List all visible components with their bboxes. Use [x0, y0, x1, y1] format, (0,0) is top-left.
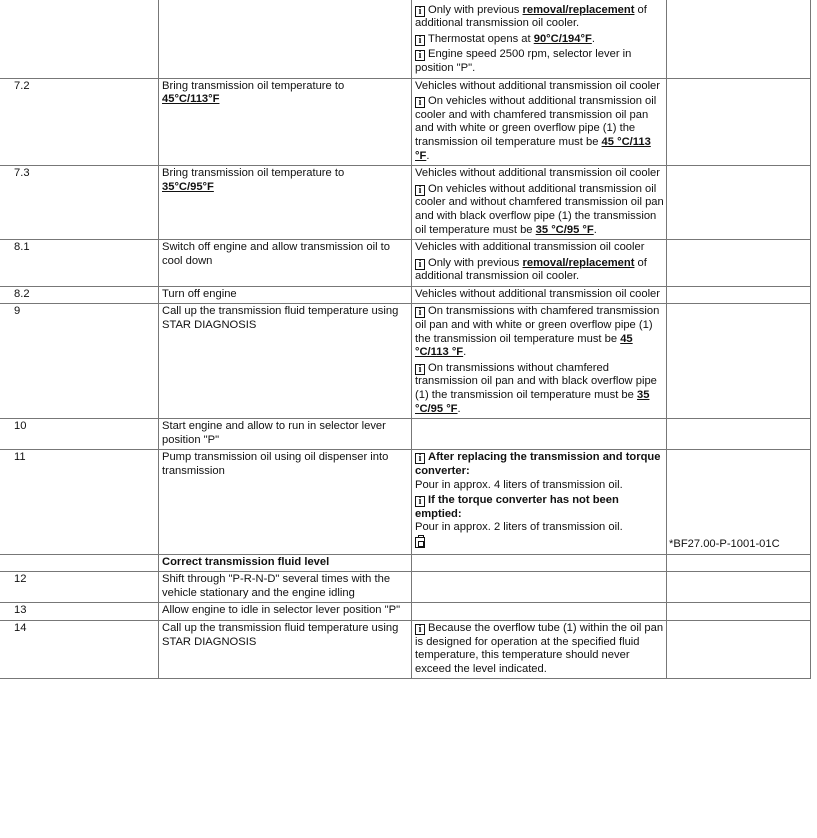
reference-cell — [667, 620, 811, 678]
notes-cell — [412, 166, 667, 240]
step-number-cell: 7.3 — [0, 166, 159, 240]
temperature-value: 90°C/194°F — [533, 32, 592, 45]
reference-cell — [667, 0, 811, 78]
table-row — [0, 166, 811, 240]
info-icon: i — [415, 97, 425, 108]
action-text: Start engine and allow to run in selector lever position "P" — [162, 420, 386, 446]
action-text: Shift through "P-R-N-D" several times with the vehicle stationary and the engine idling — [162, 573, 391, 599]
note-bold-heading: After replacing the transmission and torque converter: — [415, 451, 661, 477]
action-text: Allow engine to idle in selector lever position "P" — [162, 604, 401, 617]
action-cell — [159, 166, 412, 240]
table-row — [0, 554, 811, 572]
note-item — [415, 95, 664, 163]
notes-cell — [412, 0, 667, 78]
note-text: On transmissions with chamfered transmission oil pan and with white or green overflow pipe (1) the transmission oil temperature must be — [415, 305, 660, 345]
note-item — [415, 622, 664, 676]
action-cell — [159, 286, 412, 304]
note-text: Only with previous — [428, 256, 523, 269]
action-cell — [159, 603, 412, 621]
reference-cell — [667, 286, 811, 304]
note-item: Vehicles without additional transmission oil cooler — [415, 287, 661, 300]
action-cell — [159, 450, 412, 554]
notes-cell — [412, 620, 667, 678]
step-number-cell: 13 — [0, 603, 159, 621]
table-row — [0, 0, 811, 78]
action-text: Bring transmission oil temperature to — [162, 79, 345, 92]
info-icon: i — [415, 259, 425, 270]
step-number-cell: 8.2 — [0, 286, 159, 304]
action-text: Call up the transmission fluid temperature using STAR DIAGNOSIS — [162, 305, 399, 332]
note-text: On vehicles without additional transmission oil cooler and without chamfered transmission oil pan and with black overflow pipe (1) the transmission oil temperature must be — [415, 182, 664, 236]
note-item: Vehicles without additional transmission oil cooler — [415, 79, 661, 92]
reference-cell — [667, 78, 811, 166]
note-text: Because the overflow tube (1) within the oil pan is designed for operation at the specified fluid temperature, this temperature should never exceed the level indicated. — [415, 621, 664, 675]
reference-cell — [667, 554, 811, 572]
table-row — [0, 450, 811, 554]
action-cell — [159, 419, 412, 450]
note-item — [415, 4, 664, 31]
action-text: Pump transmission oil using oil dispenser into transmission — [162, 451, 389, 477]
note-text: . — [593, 223, 597, 236]
reference-cell — [667, 240, 811, 287]
action-cell — [159, 240, 412, 287]
notes-cell — [412, 554, 667, 572]
reference-cell — [667, 572, 811, 603]
action-temperature-value: 35°C/95°F — [162, 180, 214, 193]
info-icon: i — [415, 185, 425, 196]
step-number-cell — [0, 0, 159, 78]
table-row — [0, 240, 811, 287]
info-icon: i — [415, 624, 425, 635]
step-number-cell: 12 — [0, 572, 159, 603]
note-item — [415, 537, 664, 552]
reference-cell — [667, 603, 811, 621]
temperature-value: 35 °C/95 °F — [535, 223, 594, 236]
info-icon: i — [415, 307, 425, 318]
note-item: Vehicles with additional transmission oil cooler — [415, 241, 645, 254]
info-icon: i — [415, 453, 425, 464]
notes-cell — [412, 419, 667, 450]
note-item — [415, 362, 664, 416]
temperature-value: 35 °C/95 °F — [415, 389, 650, 415]
note-item — [415, 0, 664, 2]
table-row — [0, 78, 811, 166]
note-item — [415, 257, 664, 284]
note-text: . — [591, 32, 595, 45]
note-item — [415, 183, 664, 237]
action-text: Bring transmission oil temperature to — [162, 167, 345, 180]
note-text: Thermostat opens at — [428, 32, 534, 45]
notes-cell — [412, 450, 667, 554]
step-number-cell: 9 — [0, 304, 159, 419]
action-text: Call up the transmission fluid temperature using STAR DIAGNOSIS — [162, 621, 399, 648]
tool-icon — [415, 537, 425, 548]
note-text: . — [463, 346, 467, 359]
table-row — [0, 603, 811, 621]
table-row — [0, 572, 811, 603]
table-row — [0, 286, 811, 304]
action-cell — [159, 0, 412, 78]
note-text: Engine speed 2500 rpm, selector lever in position "P". — [415, 48, 632, 74]
note-text: Only with previous — [428, 3, 523, 16]
action-cell — [159, 572, 412, 603]
info-icon: i — [415, 50, 425, 61]
action-temperature-value: 45°C/113°F — [162, 93, 220, 106]
note-item — [415, 305, 664, 359]
reference-cell — [667, 419, 811, 450]
notes-cell — [412, 240, 667, 287]
note-text: of additional transmission oil cooler. — [415, 3, 647, 30]
action-text: Turn off engine — [162, 287, 237, 300]
info-icon: i — [415, 364, 425, 375]
action-cell — [159, 78, 412, 166]
note-text: . — [426, 149, 430, 162]
action-cell — [159, 304, 412, 419]
action-cell — [159, 620, 412, 678]
info-icon: i — [415, 35, 425, 46]
step-number-cell: 8.1 — [0, 240, 159, 287]
note-text: Pour in approx. 4 liters of transmission oil. — [415, 478, 623, 491]
note-bold-heading: If the torque converter has not been emptied: — [415, 494, 619, 520]
step-number-cell: 14 — [0, 620, 159, 678]
info-icon: i — [415, 496, 425, 507]
action-cell — [159, 554, 412, 572]
section-heading: Correct transmission fluid level — [162, 555, 330, 568]
step-number-cell — [0, 554, 159, 572]
note-text: of additional transmission oil cooler. — [415, 256, 647, 283]
notes-cell — [412, 286, 667, 304]
reference-cell — [667, 304, 811, 419]
notes-cell — [412, 304, 667, 419]
note-item — [415, 33, 664, 47]
table-row — [0, 620, 811, 678]
removal-replacement-link[interactable]: removal/replacement — [522, 3, 635, 16]
step-number-cell: 7.2 — [0, 78, 159, 166]
step-number-cell: 11 — [0, 450, 159, 554]
reference-code[interactable]: *BF27.00-P-1001-01C — [669, 537, 780, 550]
temperature-value: 45 °C/113 °F — [415, 332, 633, 359]
note-text: On vehicles without additional transmission oil cooler and with chamfered transmission oil pan and with white or green overflow pipe (1) the transmission oil temperature must be — [415, 95, 657, 148]
note-item — [415, 48, 664, 75]
step-number-cell: 10 — [0, 419, 159, 450]
table-row — [0, 304, 811, 419]
action-text: Switch off engine and allow transmission oil to cool down — [162, 241, 391, 267]
notes-cell — [412, 78, 667, 166]
note-item: Vehicles without additional transmission oil cooler — [415, 167, 661, 180]
note-item — [415, 494, 664, 535]
temperature-value: 45 °C/113 °F — [415, 135, 651, 162]
removal-replacement-link[interactable]: removal/replacement — [522, 256, 635, 269]
note-text: On transmissions without chamfered transmission oil pan and with black overflow pipe (1) the transmission oil temperature must be — [415, 361, 657, 402]
table-row — [0, 419, 811, 450]
note-item — [415, 451, 664, 492]
reference-cell — [667, 166, 811, 240]
note-text: . — [457, 402, 461, 415]
reference-cell — [667, 450, 811, 554]
note-text: Pour in approx. 2 liters of transmission oil. — [415, 521, 623, 534]
notes-cell — [412, 603, 667, 621]
info-icon: i — [415, 6, 425, 17]
notes-cell — [412, 572, 667, 603]
